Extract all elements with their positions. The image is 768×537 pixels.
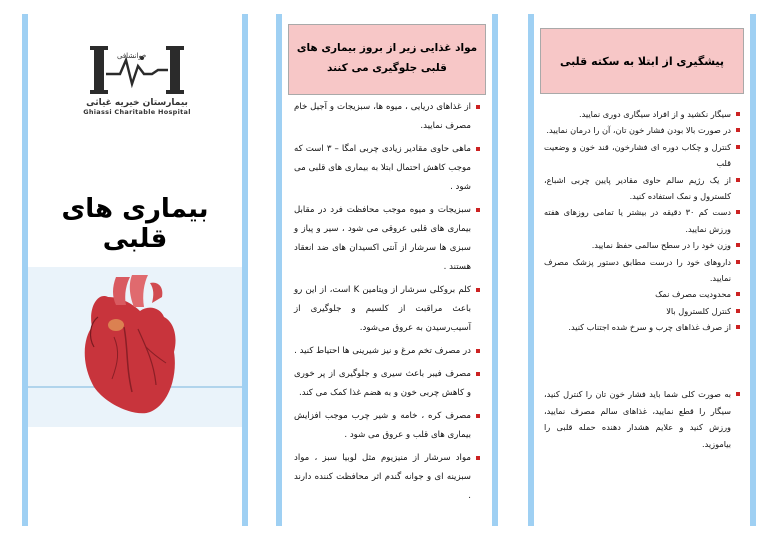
list-item-text: داروهای خود را درست مطابق دستور پزشک مصرف نمایید. xyxy=(544,256,731,284)
list-item xyxy=(294,365,480,403)
bullet-icon xyxy=(476,288,480,292)
bullet-icon xyxy=(736,178,740,182)
bullet-icon xyxy=(476,147,480,151)
bullet-icon xyxy=(476,414,480,418)
list-item-text: کنترل کلسترول بالا xyxy=(666,305,731,316)
logo-hospital-name-en: Ghiassi Charitable Hospital xyxy=(83,108,191,116)
list-item xyxy=(544,319,740,335)
list-item-text: در صورت بالا بودن فشار خون تان، آن را درمان نمایید. xyxy=(546,125,731,136)
list-item-text: از غذاهای دریایی ، میوه ها، سبزیجات و آجیل خام مصرف نمایید. xyxy=(294,102,471,131)
prevention-list xyxy=(544,106,740,336)
bullet-icon xyxy=(736,210,740,214)
bullet-icon xyxy=(476,456,480,460)
list-item-text: ماهی حاوی مقادیر زیادی چربی امگا – ۳ است که موجب کاهش احتمال ابتلا به بیماری های قلبی می شود . xyxy=(294,144,471,192)
nutrition-panel xyxy=(276,14,498,526)
bullet-icon xyxy=(476,105,480,109)
heart-illustration xyxy=(28,267,242,427)
list-item xyxy=(544,106,740,122)
list-item-text: سبزیجات و میوه موجب محافظت فرد در مقابل بیماری های قلبی عروقی می شود ، سیر و پیاز و سبزی ها سرشار از آنتی اکسیدان های ضد انعقاد هستند . xyxy=(294,205,471,272)
cover-panel xyxy=(22,14,248,526)
bullet-icon xyxy=(736,260,740,264)
list-item-text: دست کم ۳۰ دقیقه در بیشتر یا تمامی روزهای هفته ورزش نمایید. xyxy=(544,207,731,234)
list-item-text: مصرف کره ، خامه و شیر چرب موجب افزایش بیماری های قلب و عروق می شود . xyxy=(294,411,471,440)
bullet-icon xyxy=(476,349,480,353)
panel-border-right xyxy=(492,14,498,526)
list-item xyxy=(544,172,740,205)
list-item-text: در مصرف تخم مرغ و نیز شیرینی ها احتیاط کنید . xyxy=(294,346,471,356)
page-title: بیماری های قلبی xyxy=(61,194,209,254)
logo-hospital-name-fa: بیمارستان خیریه غیاثی xyxy=(86,98,188,108)
nutrition-header: مواد غذایی زیر از بروز بیماری های قلبی جلوگیری می کنند xyxy=(288,24,486,95)
panel-border-left xyxy=(276,14,282,526)
list-item xyxy=(294,342,480,361)
list-item xyxy=(544,254,740,287)
panel-border-right xyxy=(242,14,248,526)
panel-border-right xyxy=(750,14,756,526)
bullet-icon xyxy=(736,392,740,396)
nutrition-list xyxy=(294,98,480,510)
closing-paragraph xyxy=(544,386,740,452)
list-item-text: کنترل و چکاب دوره ای فشارخون، قند خون و وضعیت قلب xyxy=(544,141,731,169)
closing-text: به صورت کلی شما باید فشار خون تان را کنترل کنید، سیگار را قطع نمایید، غذاهای سالم مصرف نمایید، ورزش کنید و علایم هشدار دهنده حمله قلبی را بیاموزید. xyxy=(544,389,731,449)
logo-small-text: خوانشافی xyxy=(117,52,147,60)
list-item-text: کلم بروکلی سرشار از ویتامین K است، از این رو باعث مراقبت از کلسیم و جلوگیری از آسیب‌رسیدن به عروق می‌شود. xyxy=(294,285,471,333)
list-item-text: وزن خود را در سطح سالمی حفظ نمایید. xyxy=(591,240,731,251)
prevention-header: پیشگیری از ابتلا به سکته قلبی xyxy=(540,28,744,94)
list-item xyxy=(544,303,740,319)
list-item xyxy=(544,122,740,138)
list-item xyxy=(544,286,740,302)
list-item-text: سیگار نکشید و از افراد سیگاری دوری نمایید. xyxy=(578,109,731,119)
heart-illustration-icon xyxy=(28,267,242,427)
bullet-icon xyxy=(736,128,740,132)
list-item xyxy=(544,237,740,253)
list-item-text: مواد سرشار از منیزیوم مثل لوبیا سبز ، مواد سبزینه ای و جوانه گندم اثر محافظت کننده دارند . xyxy=(294,453,471,501)
list-item xyxy=(294,281,480,338)
panel-border-left xyxy=(528,14,534,526)
bullet-icon xyxy=(736,145,740,149)
list-item xyxy=(294,140,480,197)
bullet-icon xyxy=(736,112,740,116)
list-item xyxy=(294,449,480,506)
list-item xyxy=(294,201,480,277)
bullet-icon xyxy=(476,372,480,376)
prevention-panel xyxy=(528,14,756,526)
bullet-icon xyxy=(476,208,480,212)
list-item-text: محدودیت مصرف نمک xyxy=(655,289,731,300)
bullet-icon xyxy=(736,309,740,313)
bullet-icon xyxy=(736,243,740,247)
list-item xyxy=(544,204,740,237)
list-item xyxy=(294,407,480,445)
list-item-text: از صرف غذاهای چرب و سرخ شده اجتناب کنید. xyxy=(568,322,731,333)
list-item xyxy=(294,98,480,136)
bullet-icon xyxy=(736,292,740,296)
list-item xyxy=(544,139,740,172)
list-item-text: مصرف فیبر باعث سیری و جلوگیری از پر خوری و کاهش چربی خون و به هضم غذا کمک می کند. xyxy=(294,369,471,398)
bullet-icon xyxy=(736,325,740,329)
hospital-logo xyxy=(62,44,212,129)
list-item-text: از یک رژیم سالم حاوی مقادیر پایین چربی اشباع، کلسترول و نمک استفاده کنید. xyxy=(544,174,731,202)
